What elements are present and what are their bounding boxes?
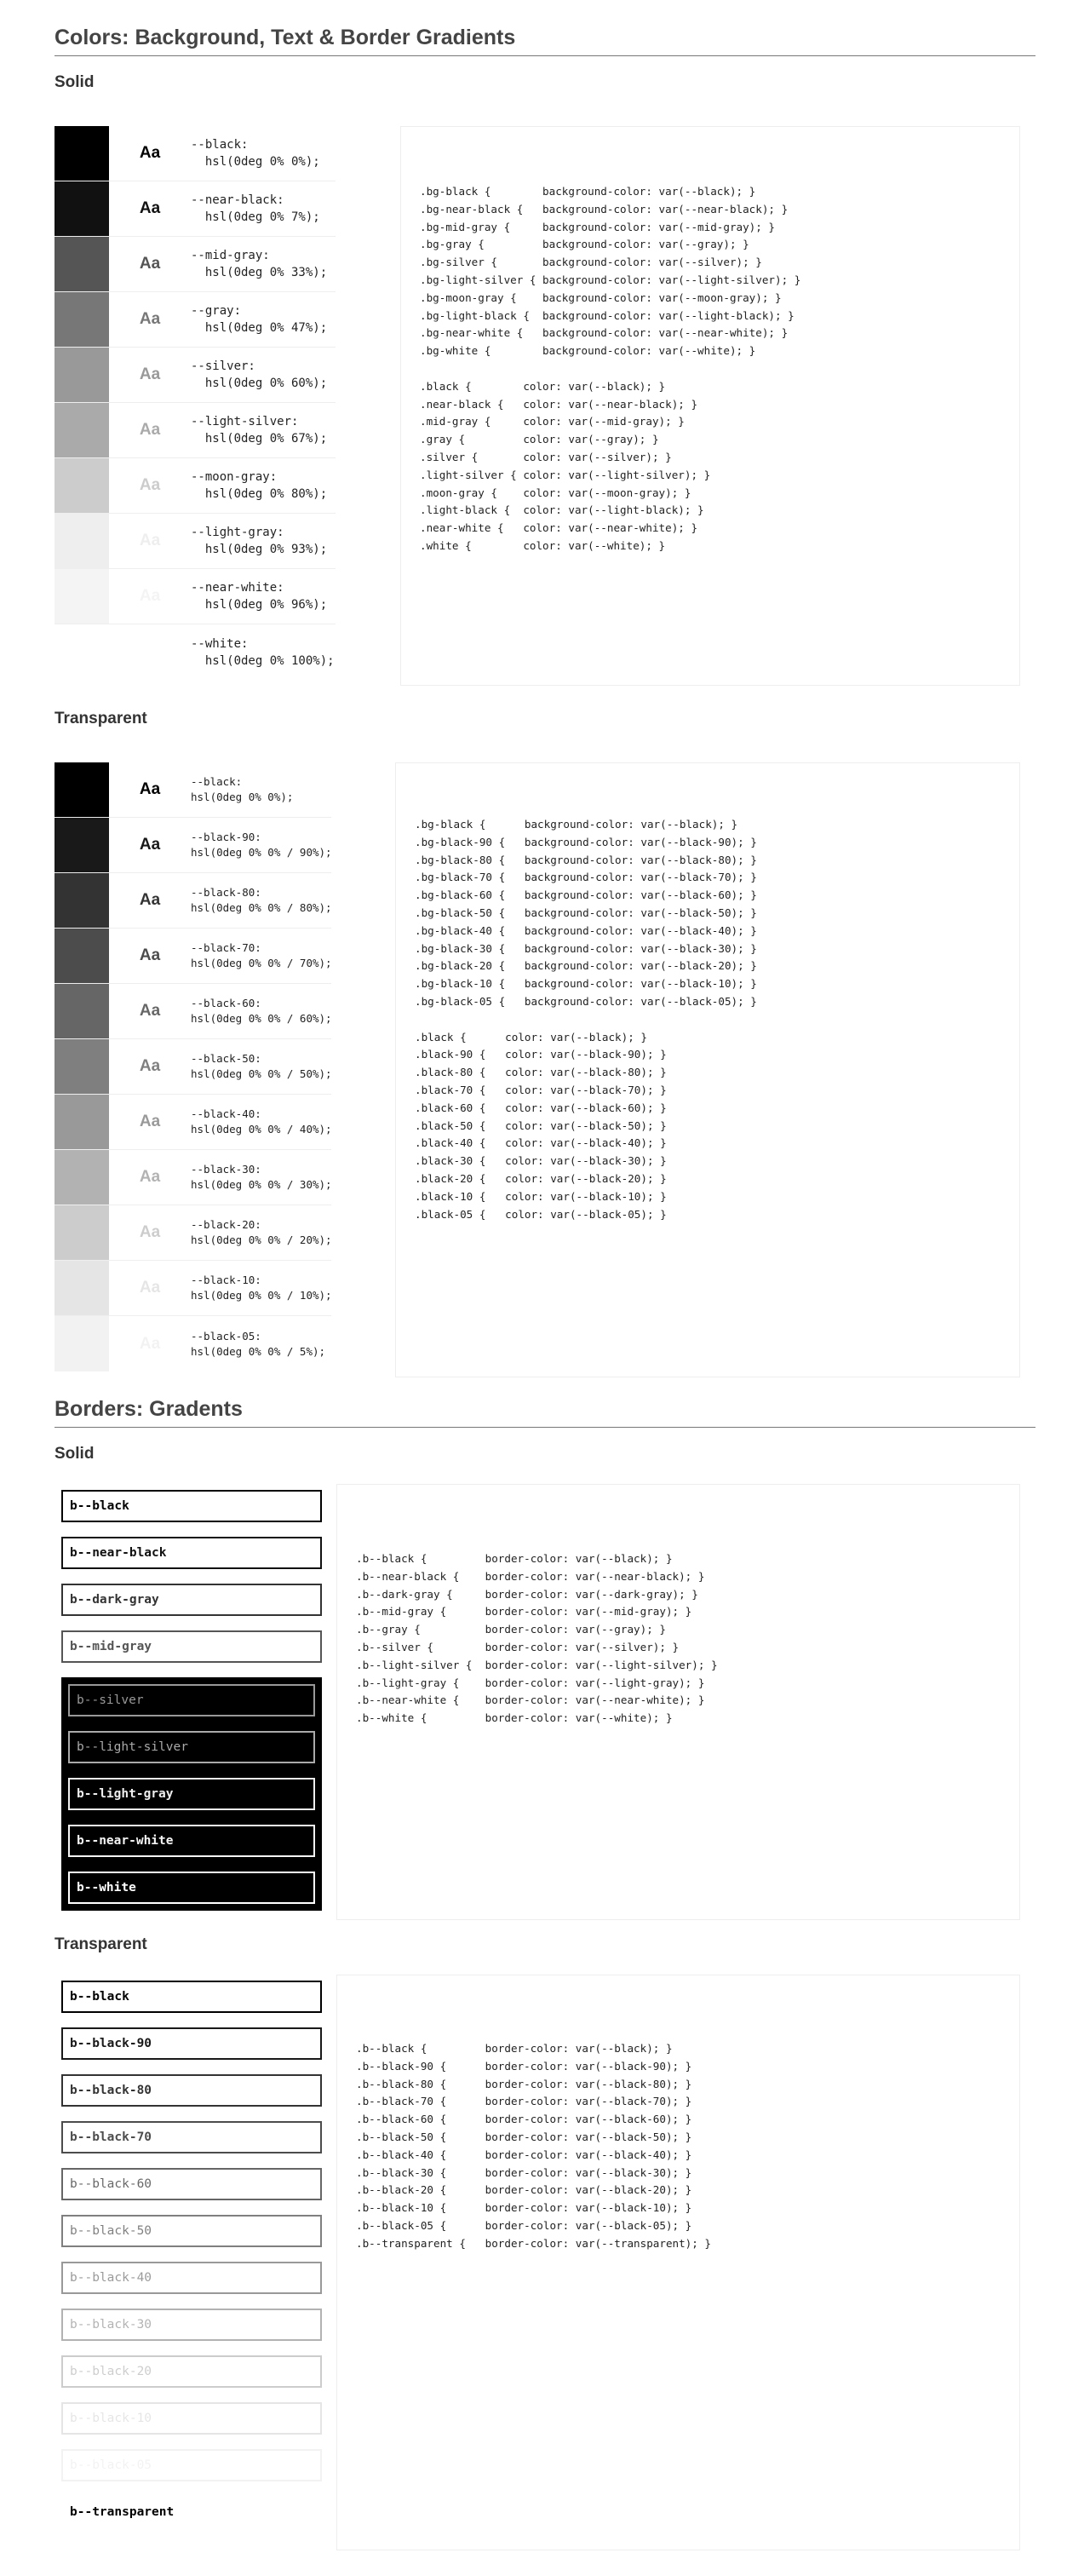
aa-sample: Aa [139, 1168, 161, 1186]
swatch-row [54, 514, 336, 569]
swatch-row [54, 624, 336, 680]
borders-transparent-heading: Transparent [54, 1935, 147, 1953]
swatch-row [54, 1039, 331, 1095]
swatch-row [54, 348, 336, 403]
aa-sample: Aa [139, 587, 161, 605]
color-swatch [54, 1205, 109, 1260]
aa-sample: Aa [139, 144, 161, 162]
variable-value: hsl(0deg 0% 0%); [204, 155, 320, 169]
variable-name: --mid-gray: [191, 249, 270, 262]
border-sample: b--black [61, 1981, 322, 2013]
swatch-row [54, 569, 336, 624]
colors-transparent-heading: Transparent [54, 710, 147, 727]
border-sample: b--black-10 [61, 2402, 322, 2435]
color-swatch [54, 569, 109, 624]
aa-sample: Aa [139, 836, 161, 854]
color-swatch [54, 762, 109, 817]
border-sample: b--black-05 [61, 2449, 322, 2481]
css-variable [191, 940, 332, 971]
color-swatch [54, 1095, 109, 1149]
variable-value: hsl(0deg 0% 0% / 20%); [191, 1233, 332, 1246]
variable-name: --black-20: [191, 1218, 261, 1231]
aa-sample: Aa [139, 891, 161, 909]
color-swatch [54, 514, 109, 568]
aa-sample: Aa [139, 1002, 161, 1020]
variable-value: hsl(0deg 0% 0%); [191, 791, 294, 803]
variable-value: hsl(0deg 0% 0% / 90%); [191, 846, 332, 859]
aa-sample: Aa [139, 1057, 161, 1075]
color-swatch [54, 1150, 109, 1205]
css-variable [191, 996, 332, 1026]
aa-sample: Aa [139, 476, 161, 494]
variable-value: hsl(0deg 0% 0% / 30%); [191, 1178, 332, 1191]
transparent-border-list [61, 1981, 322, 2543]
css-variable [191, 524, 327, 558]
swatch-row [54, 1261, 331, 1316]
css-variable [191, 247, 327, 281]
border-sample: b--black-30 [61, 2309, 322, 2341]
variable-value: hsl(0deg 0% 80%); [204, 487, 328, 501]
color-swatch [54, 1316, 109, 1371]
css-variable [191, 579, 327, 613]
aa-sample: Aa [139, 642, 161, 661]
border-sample: b--near-black [61, 1537, 322, 1569]
variable-name: --black: [191, 775, 243, 788]
border-sample: b--black-70 [61, 2121, 322, 2153]
variable-name: --black-50: [191, 1052, 261, 1065]
swatch-row [54, 1205, 331, 1261]
color-swatch [54, 984, 109, 1038]
swatch-row [54, 237, 336, 292]
variable-name: --black-05: [191, 1329, 261, 1343]
aa-sample: Aa [139, 1223, 161, 1241]
color-swatch [54, 126, 109, 181]
variable-value: hsl(0deg 0% 0% / 40%); [191, 1123, 332, 1136]
solid-border-list [61, 1490, 322, 1911]
colors-section-title: Colors: Background, Text & Border Gradients [54, 26, 1036, 56]
variable-name: --light-gray: [191, 526, 284, 539]
transparent-colors-code: .bg-black { background-color: var(--black); } .bg-black-90 { background-color: var(--black-90); } .bg-black-80 { background-color: var(--black-80); } .bg-black-70 { background-color: var(--black-70); } .bg-black-60 { background-color: var(--black-60); } .bg-black-50 { background-color: var(--black-50); } .bg-black-40 { background-color: var(--black-40); } .bg-black-30 { background-color: var(--black-30); } .bg-black-20 { background-color: var(--black-20); } .bg-black-10 { background-color: var(--black-10); } .bg-black-05 { background-color: var(--black-05); } .black { color: var(--black); } .black-90 { color: var(--black-90); } .black-80 { color: var(--black-80); } .black-70 { color: var(--black-70); } .black-60 { color: var(--black-60); } .black-50 { color: var(--black-50); } .black-40 { color: var(--black-40); } .black-30 { color: var(--black-30); } .black-20 { color: var(--black-20); } .black-10 { color: var(--black-10); } .black-05 { color: var(--black-05); } [415, 818, 757, 1221]
border-sample: b--transparent [70, 2505, 175, 2519]
variable-name: --silver: [191, 359, 255, 373]
border-sample: b--black-80 [61, 2074, 322, 2107]
color-swatch [54, 403, 109, 457]
variable-name: --gray: [191, 304, 242, 318]
swatch-row [54, 1316, 331, 1371]
border-sample: b--light-gray [68, 1778, 315, 1810]
variable-value: hsl(0deg 0% 0% / 60%); [191, 1012, 332, 1025]
swatch-row [54, 403, 336, 458]
borders-solid-heading: Solid [54, 1445, 95, 1463]
swatch-row [54, 1150, 331, 1205]
variable-value: hsl(0deg 0% 33%); [204, 266, 328, 279]
css-variable [191, 885, 332, 916]
variable-value: hsl(0deg 0% 0% / 80%); [191, 901, 332, 914]
border-sample: b--light-silver [68, 1731, 315, 1763]
css-variable [191, 1051, 332, 1082]
swatch-row [54, 181, 336, 237]
color-swatch [54, 818, 109, 872]
solid-colors-code-block [400, 126, 1020, 686]
solid-borders-code-block [336, 1484, 1020, 1920]
dark-border-panel [61, 1677, 322, 1911]
border-sample: b--black-60 [61, 2168, 322, 2200]
swatch-row [54, 126, 336, 181]
aa-sample: Aa [139, 310, 161, 328]
borders-section-title: Borders: Gradents [54, 1397, 1036, 1428]
css-variable [191, 469, 327, 503]
css-variable [191, 302, 327, 336]
aa-sample: Aa [139, 1279, 161, 1297]
aa-sample: Aa [139, 946, 161, 964]
aa-sample: Aa [139, 532, 161, 549]
border-sample: b--black-50 [61, 2215, 322, 2247]
color-swatch [54, 929, 109, 983]
swatch-row [54, 1095, 331, 1150]
transparent-borders-code-block [336, 1975, 1020, 2550]
aa-sample: Aa [139, 421, 161, 439]
variable-name: --black-40: [191, 1107, 261, 1120]
swatch-row [54, 292, 336, 348]
border-sample: b--silver [68, 1684, 315, 1716]
swatch-row [54, 984, 331, 1039]
css-variable [191, 413, 327, 447]
css-variable [191, 1107, 332, 1137]
color-swatch [54, 458, 109, 513]
border-sample: b--black-90 [61, 2027, 322, 2060]
border-sample: b--near-white [68, 1825, 315, 1857]
variable-name: --light-silver: [191, 415, 299, 428]
aa-sample: Aa [139, 255, 161, 273]
css-variable [191, 830, 332, 860]
variable-value: hsl(0deg 0% 0% / 70%); [191, 957, 332, 969]
aa-sample: Aa [139, 365, 161, 383]
border-sample: b--dark-gray [61, 1584, 322, 1616]
variable-value: hsl(0deg 0% 96%); [204, 598, 328, 612]
aa-sample: Aa [139, 780, 161, 798]
variable-value: hsl(0deg 0% 0% / 5%); [191, 1344, 326, 1358]
color-swatch [54, 292, 109, 347]
variable-name: --black-70: [191, 941, 261, 954]
variable-value: hsl(0deg 0% 93%); [204, 543, 328, 556]
color-swatch [54, 873, 109, 928]
swatch-row [54, 762, 331, 818]
border-sample: b--black-40 [61, 2262, 322, 2294]
css-variable [191, 136, 320, 170]
css-variable [191, 1162, 332, 1193]
color-swatch [54, 624, 109, 680]
variable-value: hsl(0deg 0% 0% / 10%); [191, 1289, 332, 1302]
border-sample: b--mid-gray [61, 1630, 322, 1663]
aa-sample: Aa [139, 1334, 161, 1353]
variable-value: hsl(0deg 0% 60%); [204, 377, 328, 390]
variable-name: --black-80: [191, 886, 261, 899]
border-sample: b--black-20 [61, 2355, 322, 2388]
css-variable [191, 1329, 325, 1360]
css-variable [191, 1217, 332, 1248]
variable-name: --black-10: [191, 1274, 261, 1286]
swatch-row [54, 458, 336, 514]
aa-sample: Aa [139, 1113, 161, 1130]
swatch-row [54, 929, 331, 984]
variable-name: --near-white: [191, 581, 284, 595]
solid-swatch-table [54, 126, 336, 680]
css-variable [191, 774, 293, 805]
transparent-colors-code-block [395, 762, 1020, 1377]
transparent-swatch-table [54, 762, 331, 1371]
aa-sample: Aa [139, 199, 161, 217]
color-swatch [54, 1261, 109, 1315]
variable-value: hsl(0deg 0% 67%); [204, 432, 328, 446]
variable-value: hsl(0deg 0% 100%); [204, 653, 335, 668]
solid-colors-code: .bg-black { background-color: var(--black); } .bg-near-black { background-color: var(--near-black); } .bg-mid-gray { background-color: var(--mid-gray); } .bg-gray { background-color: var(--gray); } .bg-silver { background-color: var(--silver); } .bg-light-silver { background-color: var(--light-silver); } .bg-moon-gray { background-color: var(--moon-gray); } .bg-light-black { background-color: var(--light-black); } .bg-near-white { background-color: var(--near-white); } .bg-white { background-color: var(--white); } .black { color: var(--black); } .near-black { color: var(--near-black); } .mid-gray { color: var(--mid-gray); } .gray { color: var(--gray); } .silver { color: var(--silver); } .light-silver { color: var(--light-silver); } .moon-gray { color: var(--moon-gray); } .light-black { color: var(--light-black); } .near-white { color: var(--near-white); } .white { color: var(--white); } [420, 185, 801, 552]
swatch-row [54, 873, 331, 929]
border-sample: b--black [61, 1490, 322, 1522]
swatch-row [54, 818, 331, 873]
border-sample: b--white [68, 1872, 315, 1904]
variable-value: hsl(0deg 0% 0% / 50%); [191, 1067, 332, 1080]
transparent-borders-code: .b--black { border-color: var(--black); } .b--black-90 { border-color: var(--black-90); } .b--black-80 { border-color: var(--black-80); } .b--black-70 { border-color: var(--black-70); } .b--black-60 { border-color: var(--black-60); } .b--black-50 { border-color: var(--black-50); } .b--black-40 { border-color: var(--black-40); } .b--black-30 { border-color: var(--black-30); } .b--black-20 { border-color: var(--black-20); } .b--black-10 { border-color: var(--black-10); } .b--black-05 { border-color: var(--black-05); } .b--transparent { border-color: var(--transparent); } [356, 2042, 712, 2250]
variable-name: --black-90: [191, 831, 261, 843]
color-swatch [54, 348, 109, 402]
variable-value: hsl(0deg 0% 7%); [204, 210, 320, 224]
variable-name: --moon-gray: [191, 470, 278, 484]
colors-solid-heading: Solid [54, 73, 95, 91]
variable-name: --near-black: [191, 193, 284, 207]
variable-name: --black-30: [191, 1163, 261, 1176]
variable-name: --white: [191, 636, 249, 651]
variable-value: hsl(0deg 0% 47%); [204, 321, 328, 335]
variable-name: --black: [191, 138, 249, 152]
solid-borders-code: .b--black { border-color: var(--black); } .b--near-black { border-color: var(--near-black); } .b--dark-gray { border-color: var(--dark-gray); } .b--mid-gray { border-color: var(--mid-gray); } .b--gray { border-color: var(--gray); } .b--silver { border-color: var(--silver); } .b--light-silver { border-color: var(--light-silver); } .b--light-gray { border-color: var(--light-gray); } .b--near-white { border-color: var(--near-white); } .b--white { border-color: var(--white); } [356, 1552, 718, 1725]
css-variable [191, 192, 320, 226]
color-swatch [54, 181, 109, 236]
color-swatch [54, 237, 109, 291]
variable-name: --black-60: [191, 997, 261, 1009]
css-variable [191, 635, 335, 670]
css-variable [191, 358, 327, 392]
css-variable [191, 1273, 332, 1303]
color-swatch [54, 1039, 109, 1094]
